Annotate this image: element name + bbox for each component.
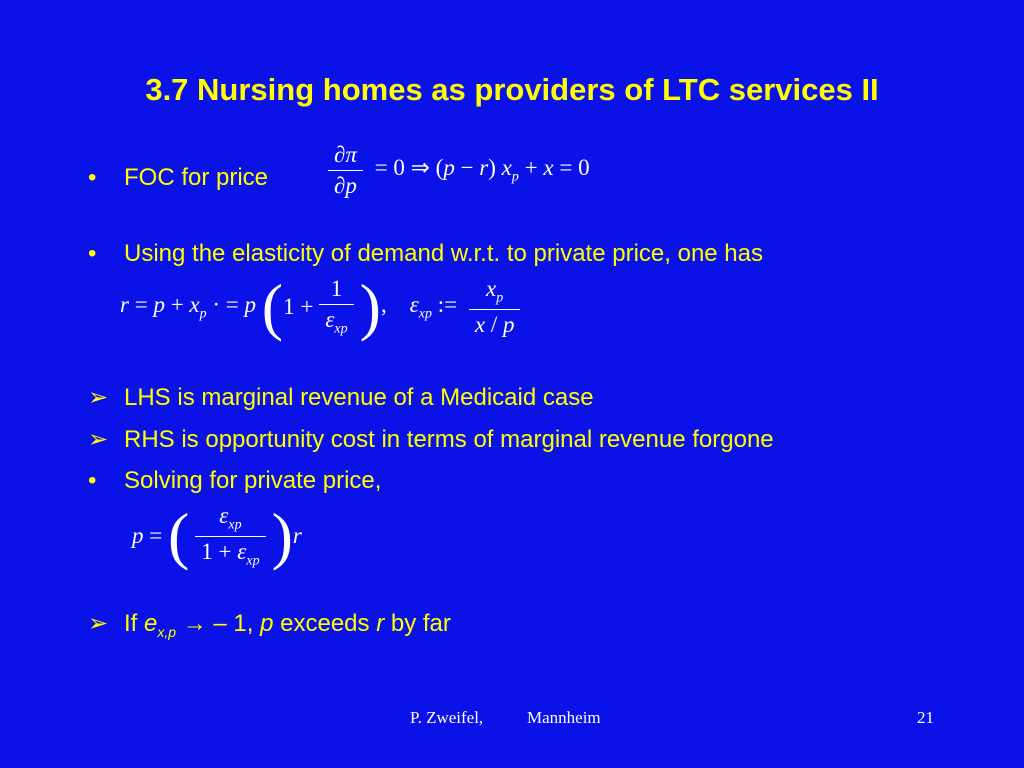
fraction-dpi-dp: $\frac{\partial\pi}{\partial p}$ [328,142,363,199]
bullet-lhs [88,383,594,412]
bullet-marker: • [88,240,97,267]
bullet-text: Solving for private price, [124,467,382,494]
arrow-marker: ➢ [88,610,109,637]
fraction-inverse-elasticity: $\frac{1}{\varepsilon_{xp}}$ [319,276,353,338]
bullet-foc [88,164,268,192]
fraction-elasticity-def: $\frac{x_p}{x / p}$ [469,276,521,338]
bullet-solving [88,467,381,495]
bullet-rhs [88,425,774,454]
bullet-text: Using the elasticity of demand w.r.t. to private price, one has [124,240,763,267]
footer-author: P. Zweifel, [410,708,484,727]
equation-foc: $\frac{\partial\pi}{\partial p}$ = 0 ⇒ (p − r) $x_p + x = 0$ [322,142,590,199]
bullet-marker: • [88,164,97,191]
arrow-marker: ➢ [88,384,109,411]
slide-title: 3.7 Nursing homes as providers of LTC services II [145,72,879,107]
equation-private-price: p = ( $\frac{\varepsilon_{xp}}{1 + \varepsilon_{xp}}$ )r [132,500,302,572]
arrow-marker: ➢ [88,426,109,453]
conclusion-text: If $e_{x,p}$ → – 1, p exceeds r by far [124,610,451,640]
bullet-marker: • [88,467,97,494]
footer-place: Mannheim [527,708,601,727]
equation-marginal-revenue: $r = p + x_p$ · = p (1 + $\frac{1}{\varepsilon_{xp}}$ ), $\varepsilon_{xp}$ := $\frac{x_p}{x / p}$ [120,275,526,339]
page-number: 21 [917,708,934,727]
bullet-conclusion [88,609,451,640]
bullet-text: LHS is marginal revenue of a Medicaid case [124,384,594,411]
fraction-elasticity-ratio: $\frac{\varepsilon_{xp}}{1 + \varepsilon_{xp}}$ [195,503,265,569]
bullet-text: RHS is opportunity cost in terms of marginal revenue forgone [124,426,774,453]
bullet-text: FOC for price [124,164,269,191]
bullet-elasticity [88,240,763,268]
